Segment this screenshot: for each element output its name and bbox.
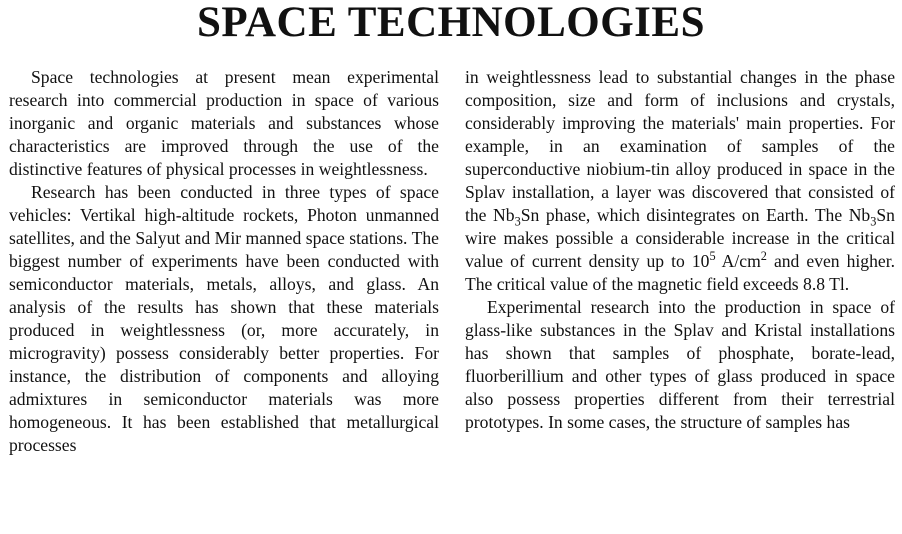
right-paragraph-1 (465, 66, 895, 296)
right-paragraph-1-text-e: and even higher. The critical value of the magnetic field exceeds 8.8 Tl. (465, 251, 895, 294)
superscript-2: 2 (760, 249, 767, 264)
left-paragraph-1: Space technologies at present mean experimental research into commercial production in space of various inorganic and organic materials and substances whose characteristics are improved through the use of the distinctive features of physical processes in weightlessness. (9, 67, 439, 179)
page-title: SPACE TECHNOLOGIES (196, 0, 705, 46)
right-paragraph-2: Experimental research into the production in space of glass-like substances in the Splav and Kristal installations has shown that samples of phosphate, borate-lead, fluorberillium and other types of glass produced in space also possess properties different from their terrestrial prototypes. In some cases, the structure of samples has (465, 297, 895, 432)
left-paragraph-2: Research has been conducted in three types of space vehicles: Vertikal high-altitude rockets, Photon unmanned satellites, and the Salyut and Mir manned space stations. The biggest number of experiments have been conducted with semiconductor materials, metals, alloys, and glass. An analysis of the results has shown that these materials produced in weightlessness (or, more accurately, in microgravity) possess considerably better properties. For instance, the distribution of components and alloying admixtures in semiconductor materials was more homogeneous. It has been established that metallurgical processes (9, 182, 439, 455)
right-paragraph-1-text-d: A/cm (715, 251, 761, 271)
right-paragraph-1-text-b: Sn phase, which disintegrates on Earth. The Nb (520, 205, 871, 225)
right-column (465, 66, 895, 434)
right-paragraph-1-text-a: in weightlessness lead to substantial changes in the phase composition, size and form of inclusions and crystals, considerably improving the materials' main properties. For example, in an examination of samples of the superconductive niobium-tin alloy produced in space in the Splav installation, a layer was discovered that consisted of the Nb (465, 67, 895, 225)
superscript-5: 5 (709, 249, 716, 264)
subscript-3: 3 (870, 214, 877, 229)
subscript-3: 3 (514, 214, 521, 229)
right-paragraph-1-text-c: Sn wire makes possible a considerable increase in the critical value of current density up to 10 (465, 205, 895, 271)
left-column (9, 66, 439, 457)
